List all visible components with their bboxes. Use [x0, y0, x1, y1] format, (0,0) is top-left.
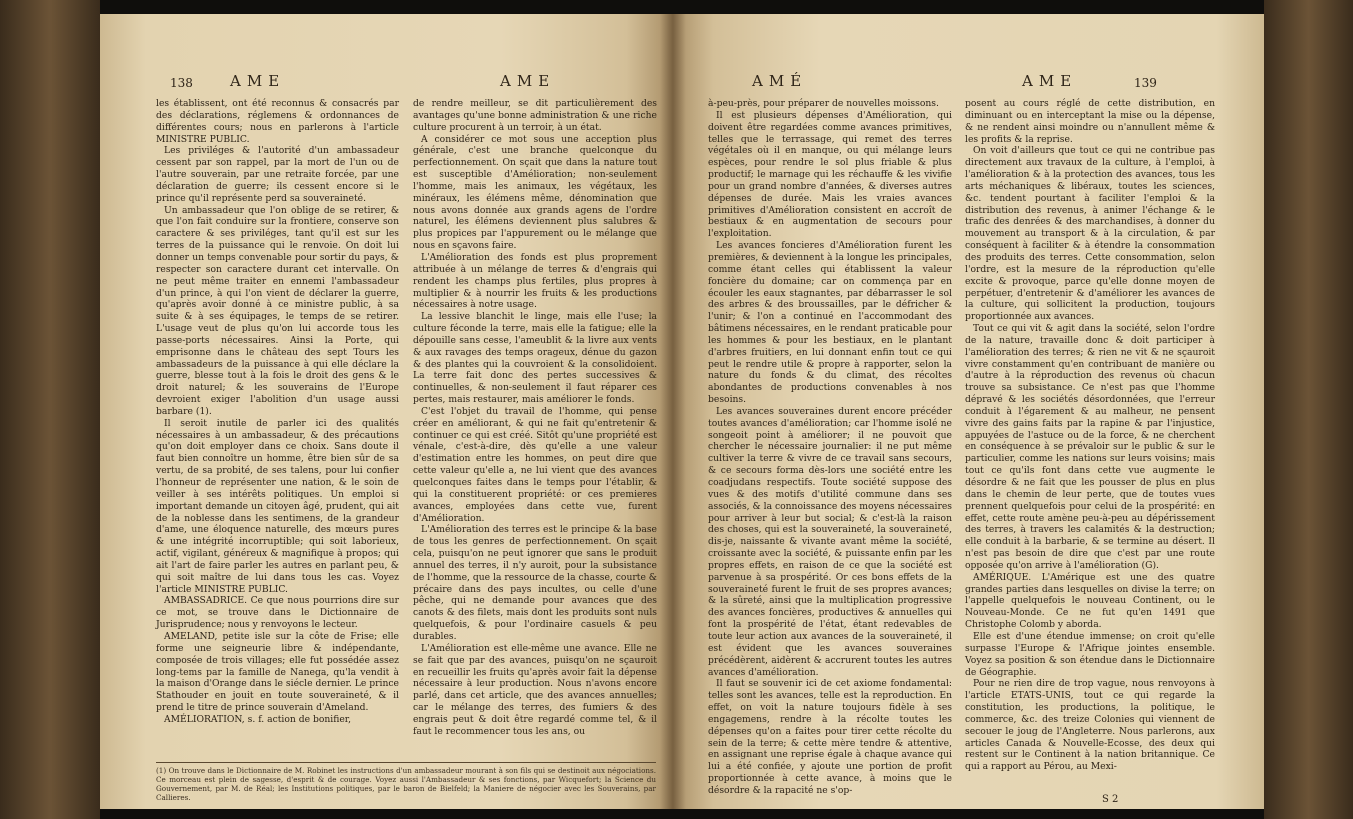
- book-gutter: [660, 14, 686, 809]
- paragraph: AMÉLIORATION, s. f. action de bonifier,: [164, 713, 352, 725]
- paragraph: La lessive blanchit le linge, mais elle l'use; la culture féconde la terre, mais elle la fatigue; elle la dépouille sans cesse, l'ameublit & la livre aux vents & aux ravages des temps orageux, dénue du gazon & des plantes qui la couvroient & la consolidoient. La terre fait donc des pertes successives & continuelles, & non-seulement il faut réparer ces pertes, mais restaurer, mais améliorer le fonds.: [413, 311, 657, 406]
- paragraph: Un ambassadeur que l'on oblige de se retirer, & que l'on fait conduire sur la frontiere, conserve son caractere & ses priviléges, tant qu'il est sur les terres de la puissance qui le renvoie. On doit lui donner un temps convenable pour sortir du pays, & respecter son caractere durant cet intervalle. On ne peut même traiter en ennemi l'ambassadeur d'un prince, à qui l'on vient de déclarer la guerre, qu'après avoir donné à ce ministre public, à sa suite & à ses équipages, le temps de se retirer. L'usage veut de plus qu'on lui accorde tous les passe-ports nécessaires. Ainsi la Porte, qui emprisonne dans le château des sept Tours les ambassadeurs de la puissance à qui elle déclare la guerre, blesse tout à la fois le droit des gens & le droit naturel; & les souverains de l'Europe devroient exiger l'abolition d'un usage aussi barbare (1).: [156, 204, 399, 417]
- paragraph: Pour ne rien dire de trop vague, nous renvoyons à l'article ETATS-UNIS, tout ce qui regarde la constitution, les productions, la politique, le commerce, &c. des treize Colonies qui viennent de secouer le joug de l'Angleterre. Nous parlerons, aux articles Canada & Nouvelle-Ecosse, des deux qui restent sur le Continent à la nation britannique. Ce qui a rapport au Pérou, au Mexi-: [965, 678, 1215, 773]
- paragraph: Les avances foncieres d'Amélioration furent les premières, & deviennent à la longue les principales, comme étant celles qui établissent la valeur foncière du domaine; car on commença par en écouler les eaux stagnantes, par débarrasser le sol des arbres & des broussailles, par le défricher & l'unir; & l'on a continué en l'accommodant des bâtimens nécessaires, en le rendant praticable pour les hommes & pour les bestiaux, en le plantant d'arbres fruitiers, en lui donnant enfin tout ce qui peut le rendre utile & propre à rapporter, selon la nature du fonds & du climat, des récoltes abondantes de productions convenables à nos besoins.: [708, 240, 952, 406]
- paragraph: Tout ce qui vit & agit dans la société, selon l'ordre de la nature, travaille donc & doit participer à l'amélioration des terres; & rien ne vit & ne sçauroit vivre constamment qu'en contribuant de manière ou d'autre à la réproduction des revenus où chacun trouve sa subsistance. Ce n'est pas que l'homme dépravé & les sociétés désordonnées, que l'erreur conduit à l'égarement & au malheur, ne pensent vivre des gains faits par la rapine & par l'injustice, appuyées de l'astuce ou de la force, & ne cherchent en conséquence à se prévaloir sur le public & sur le particulier, comme les nations sur leurs voisins; mais tout ce qu'ils font dans cette vue augmente le désordre & ne fait que les pousser de plus en plus dans le chemin de leur perte, que de toutes vues prennent quelquefois pour celui de la prospérité: en effet, cette route amène peu-à-peu au dépérissement des terres, à travers les calamités & la destruction; elle conduit à la barbarie, & se termine au désert. Il n'est pas besoin de dire que c'est par une route opposée qu'on arrive à l'amélioration (G).: [965, 323, 1215, 571]
- left-page: [100, 14, 672, 809]
- paragraph: On voit d'ailleurs que tout ce qui ne contribue pas directement aux travaux de la culture, à l'emploi, à l'amélioration & à la protection des avances, tous les arts méchaniques & libéraux, toutes les sciences, &c. tendent pourtant à faciliter l'emploi & la distribution des revenus, à animer l'échange & le trafic des denrées & des marchandises, à donner du mouvement au transport & à la circulation, & par conséquent à faciliter & à étendre la consommation des produits des terres. Cette consommation, selon l'ordre, est la mesure de la réproduction qu'elle excite & provoque, parce qu'elle donne moyen de perpétuer, d'entretenir & d'améliorer les avances de la culture, qui sollicitent la production, toujours proportionnée aux avances.: [965, 145, 1215, 323]
- text-column-left-1: [156, 98, 399, 726]
- paragraph: L'Amélioration des fonds est plus proprement attribuée à un mélange de terres & d'engrais qui rendent les champs plus fertiles, plus propres à multiplier & à nourrir les fruits & les productions nécessaires à notre usage.: [413, 251, 657, 311]
- text-column-right-2: [965, 98, 1215, 773]
- paragraph: AMELAND, petite isle sur la côte de Frise; elle forme une seigneurie libre & indépendante, composée de trois villages; elle fut possédée assez long-tems par la famille de Nanega, qu'la vendit à la maison d'Orange dans le siécle dernier. Le prince Stathouder en jouit en toute souveraineté, & il prend le titre de prince souverain d'Ameland.: [156, 630, 399, 714]
- paragraph: L'Amélioration est elle-même une avance. Elle ne se fait que par des avances, puisqu'on ne sçauroit en recueillir les fruits qu'après avoir fait la dépense nécessaire à leur production. Nous n'avons encore parlé, dans cet article, que des avances annuelles; car le mélange des terres, des fumiers & des engrais peut & doit être regardé comme tel, & il faut le recommencer tous les ans, ou: [413, 642, 657, 737]
- paragraph: Les priviléges & l'autorité d'un ambassadeur cessent par son rappel, par la mort de l'un ou de l'autre souverain, par une retraite forcée, par une déclaration de guerre; ils cessent encore si le prince qu'il représente perd sa souveraineté.: [156, 145, 399, 204]
- paragraph: L'Amélioration des terres est le principe & la base de tous les genres de perfectionnement. On sçait cela, puisqu'on ne peut ignorer que sans le produit annuel des terres, il n'y auroit, pour la subsistance de l'homme, que la ressource de la chasse, courte & précaire dans des pays incultes, ou celle d'une pêche, qui ne demande pour avances que des canots & des filets, mais dont les produits sont nuls quelquefois, & pour l'ordinaire casuels & peu durables.: [413, 524, 657, 642]
- paragraph: AMBASSADRICE. Ce que nous pourrions dire sur ce mot, se trouve dans le Dictionnaire de Jurisprudence; nous y renvoyons le lecteur.: [156, 595, 399, 631]
- text-column-left-2: [413, 98, 657, 738]
- book-edge-right: [1264, 0, 1353, 819]
- paragraph: les établissent, ont été reconnus & consacrés par des déclarations, réglemens & ordonnances de différentes cours; nous en parlerons à l'article MINISTRE PUBLIC.: [156, 98, 399, 145]
- running-head: AME: [1022, 72, 1078, 90]
- paragraph: A considérer ce mot sous une acception plus générale, c'est une branche quelconque du perfectionnement. On sçait que dans la nature tout est susceptible d'Amélioration; non-seulement l'homme, mais les animaux, les végétaux, les minéraux, les élémens même, dénomination que nous avons donnée aux grands agens de l'ordre naturel, les élémens deviennent plus salubres & plus propices par l'appurement ou le mélange que nous en sçavons faire.: [413, 133, 657, 252]
- running-head: AME: [500, 72, 556, 90]
- running-head: AMÉ: [752, 72, 808, 90]
- signature-mark: S 2: [1102, 794, 1119, 805]
- page-number: 139: [1134, 76, 1157, 90]
- book-edge-left: [0, 0, 100, 819]
- page-number: 138: [170, 76, 193, 90]
- footnote-rule: [156, 762, 656, 763]
- paragraph: Elle est d'une étendue immense; on croit qu'elle surpasse l'Europe & l'Afrique jointes ensemble. Voyez sa position & son étendue dans le Dictionnaire de Géographie.: [965, 630, 1215, 678]
- paragraph: de rendre meilleur, se dit particulièrement des avantages qu'une bonne administration & une riche culture procurent à un terroir, à un état.: [413, 98, 657, 133]
- paragraph: Il faut se souvenir ici de cet axiome fondamental: telles sont les avances, telle est la reproduction. En effet, on voit la nature toujours fidèle à ses engagemens, rendre à la récolte toutes les dépenses qu'on a faites pour tirer cette récolte du sein de la terre; & cette mère tendre & attentive, en assignant une reprise égale à chaque avance qui lui a été confiée, y ajoute une portion de profit proportionnée à cette avance, à moins que le désordre & la rapacité ne s'op-: [708, 678, 952, 796]
- paragraph: Il seroit inutile de parler ici des qualités nécessaires à un ambassadeur, & des précautions qu'on doit employer dans ce choix. Sans doute il faut bien connoître un homme, être bien sûr de sa vertu, de sa probité, de ses talens, pour lui confier l'honneur de représenter une nation, & le soin de veiller à ses intérêts politiques. Un emploi si important demande un citoyen âgé, prudent, qui ait de la noblesse dans les sentimens, de la grandeur d'ame, une éloquence naturelle, des mœurs pures & une intégrité incorruptible; qui soit laborieux, actif, vigilant, généreux & magnifique à propos; qui ait l'art de faire parler les autres en parlant peu, & qui soit maître de lui dans tous les cas. Voyez l'article MINISTRE PUBLIC.: [156, 417, 399, 595]
- paragraph: à-peu-près, pour préparer de nouvelles moissons.: [708, 98, 939, 109]
- text-column-right-1: [708, 98, 952, 797]
- paragraph: C'est l'objet du travail de l'homme, qui pense créer en améliorant, & qui ne fait qu'entretenir & continuer ce qui est créé. Sitôt qu'une propriété est vénale, c'est-à-dire, dès qu'elle a une valeur d'estimation entre les hommes, on peut dire que cette valeur qu'elle a, ne lui vient que des avances quelconques faites dans le temps pour l'établir, & qui la constituerent propriété: or ces premieres avances, employées dans cette vue, furent d'Amélioration.: [413, 405, 657, 524]
- footnote: (1) On trouve dans le Dictionnaire de M. Robinet les instructions d'un ambassadeur mourant à son fils qui se destinoit aux négociations. Ce morceau est plein de sagesse, d'esprit & de courage. Voyez aussi l'Ambassadeur & ses fonctions, par Wicquefort; la Science du Gouvernement, par M. de Réal; les Institutions politiques, par le baron de Bielfeld; la Maniere de négocier avec les Souverains, par Callieres.: [156, 766, 656, 802]
- paragraph: AMÉRIQUE. L'Amérique est une des quatre grandes parties dans lesquelles on divise la terre; on l'appelle quelquefois le nouveau Continent, ou le Nouveau-Monde. Ce ne fut qu'en 1491 que Christophe Colomb y aborda.: [965, 571, 1215, 631]
- running-head: AME: [230, 72, 286, 90]
- paragraph: Il est plusieurs dépenses d'Amélioration, qui doivent être regardées comme avances primitives, telles que le terrassage, qui remet des terres végétales où il en manque, ou qui mélange leurs espèces, pour rendre le sol plus friable & plus productif; le marnage qui les réchauffe & les vivifie pour un grand nombre d'années, & diverses autres dépenses de durée. Mais les vraies avances primitives d'Amélioration consistent en accroît de bestiaux & en augmentation de secours pour l'exploitation.: [708, 109, 952, 240]
- right-page: [672, 14, 1264, 809]
- paragraph: Les avances souveraines durent encore précéder toutes avances d'amélioration; car l'homme isolé ne songeoit point à améliorer; il ne pouvoit que chercher le nécessaire journalier: il ne put même cultiver la terre & vivre de ce travail sans secours, & ce secours forma dès-lors une société entre les coadjudans respectifs. Toute société suppose des vues & des motifs d'utilité commune dans ses associés, & la connoissance des moyens nécessaires pour arriver à leur but social; & c'est-là la raison des choses, qui est la souveraineté, la souveraineté, dis-je, naissante & vivante avant même la société, croissante avec la société, & puissante enfin par les propres effets, en raison de ce que la société est parvenue à sa prospérité. Or ces bons effets de la souveraineté furent le fruit de ses propres avances; & la sûreté, ainsi que la multiplication progressive des avances foncières, productives & annuelles qui font la prospérité de l'état, étant redevables de toute leur action aux avances de la souveraineté, il est évident que les avances souveraines précédèrent, aidèrent & accrurent toutes les autres avances d'amélioration.: [708, 405, 952, 678]
- paragraph: posent au cours réglé de cette distribution, en diminuant ou en interceptant la mise ou la dépense, & ne rendent ainsi moindre ou n'annullent même & les profits & la reprise.: [965, 98, 1215, 145]
